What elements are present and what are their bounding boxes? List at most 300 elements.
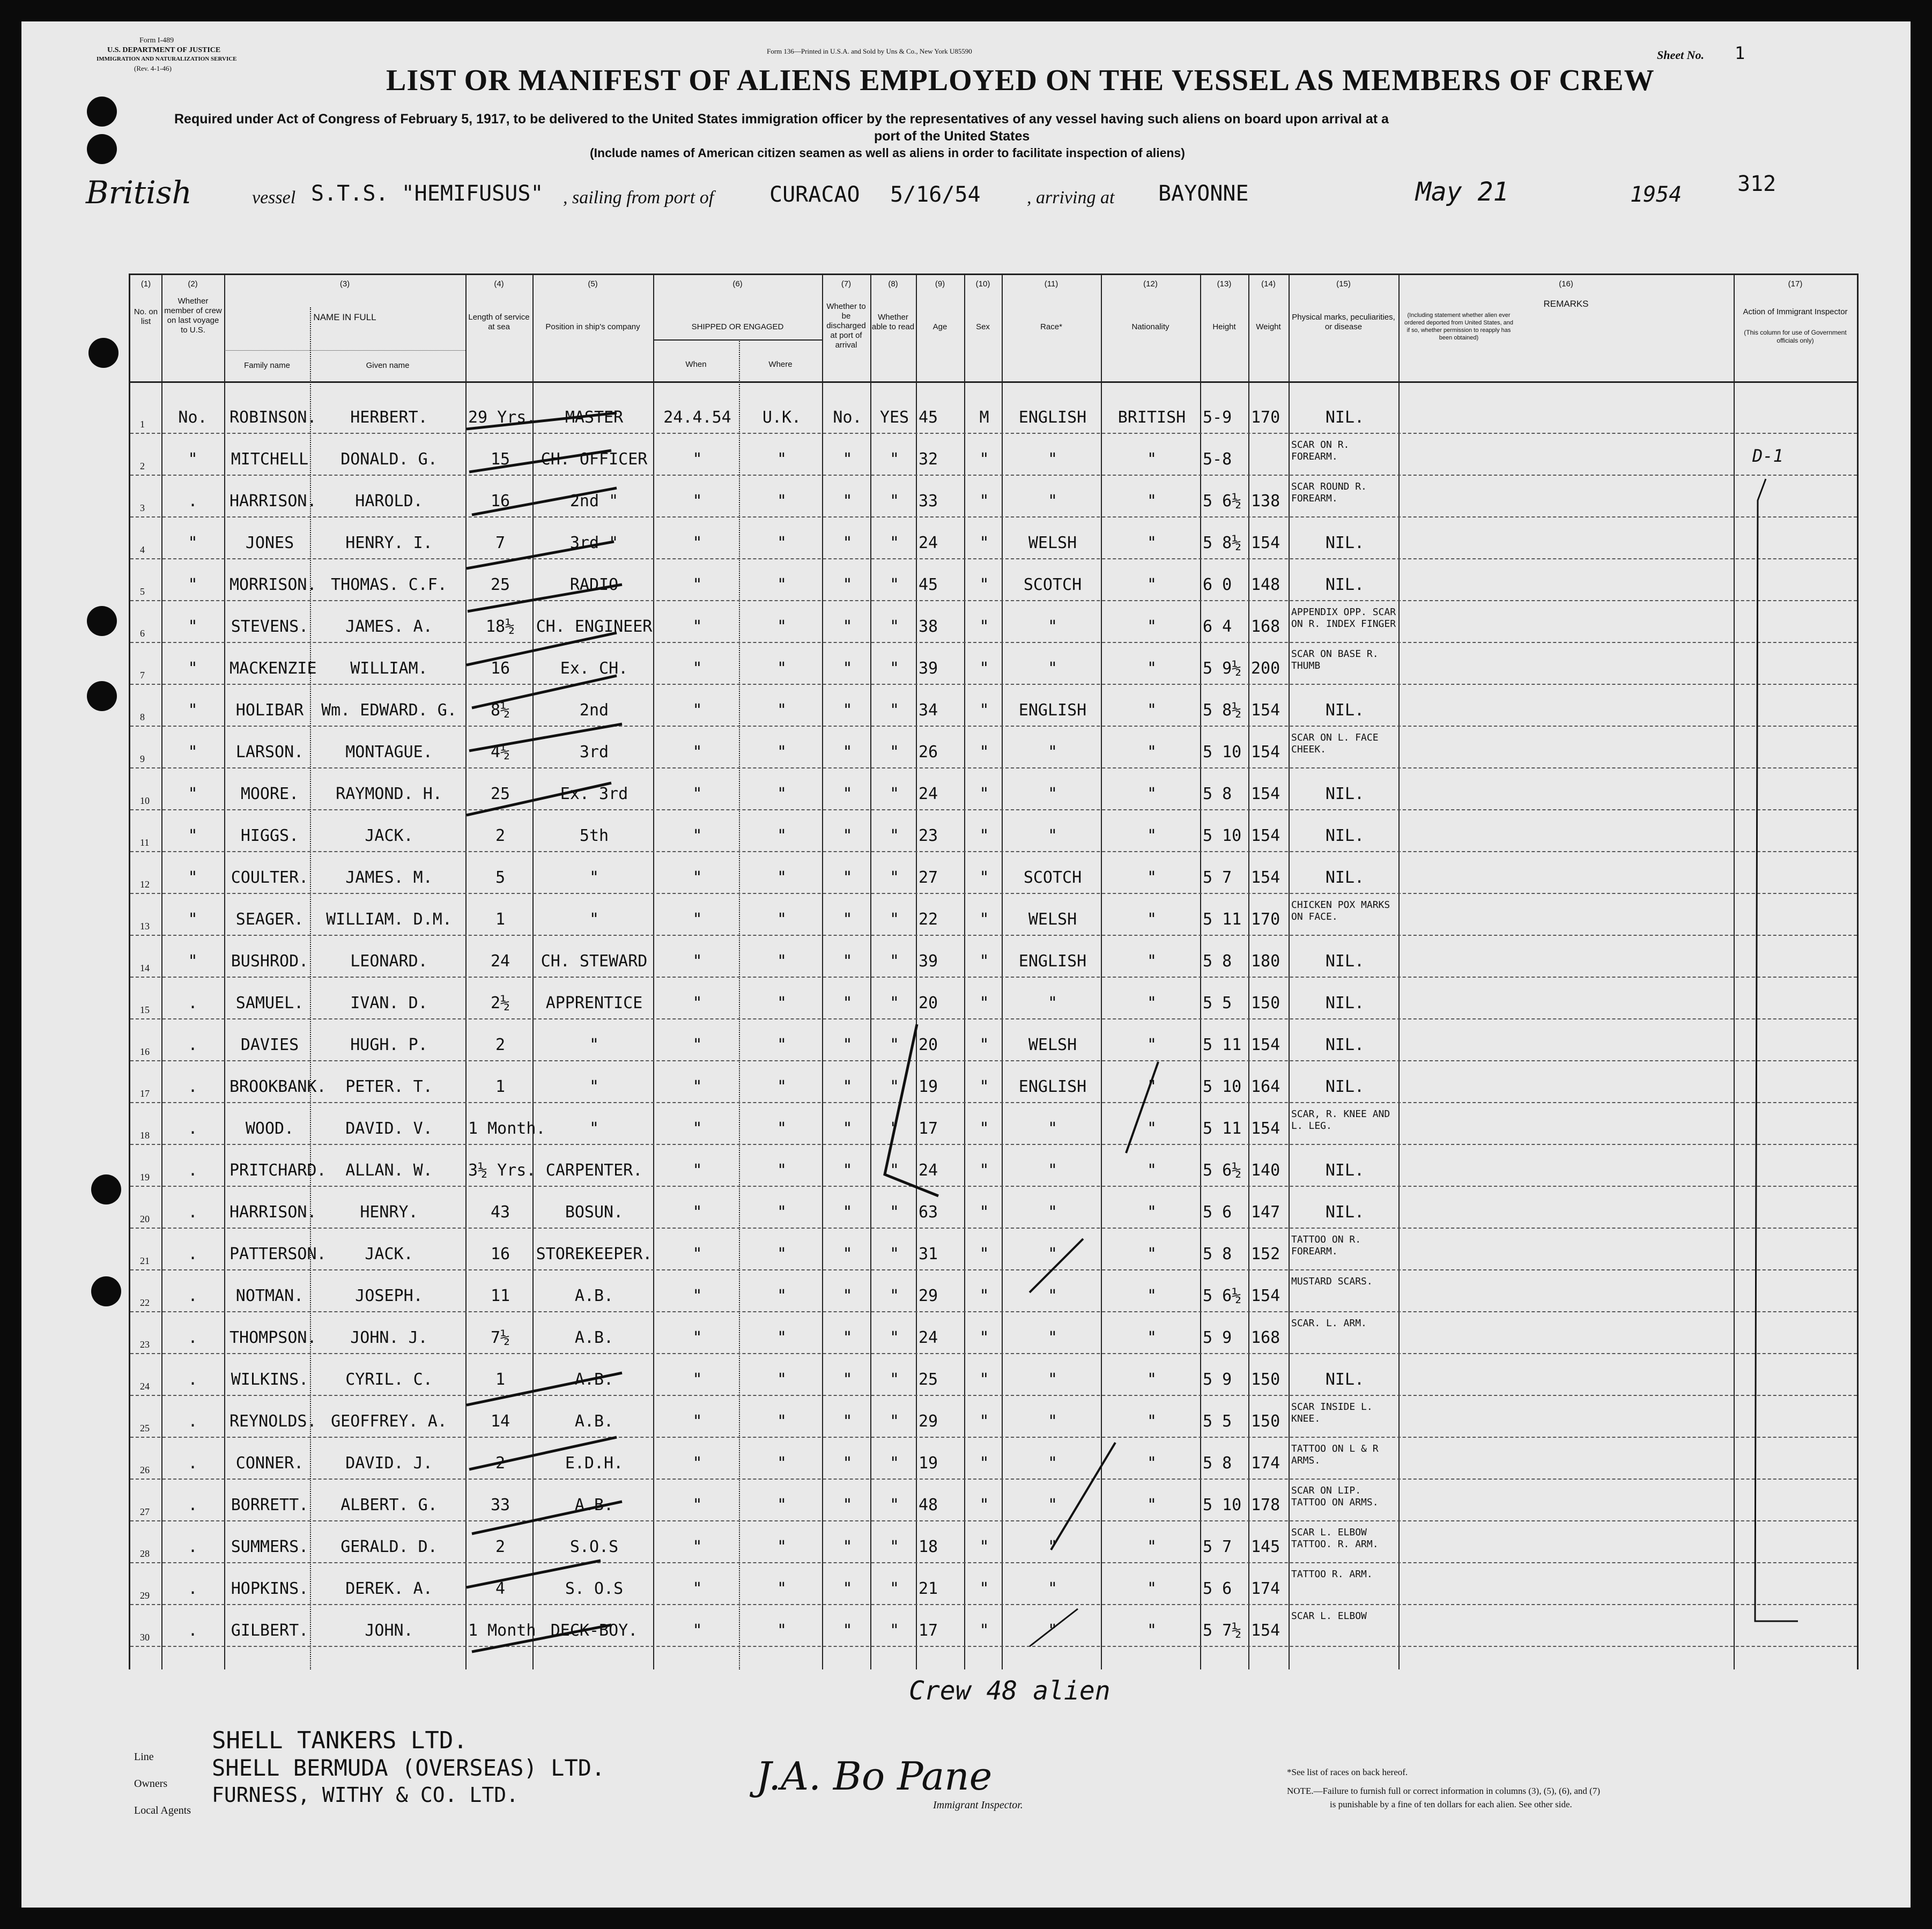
position-cell: E.D.H. [565,1454,624,1473]
weight-cell: 138 [1251,492,1280,511]
previous-voyage-cell: . [188,1119,198,1138]
col-label-previous: Whether member of crew on last voyage to U.S. [164,297,222,335]
height-cell: 5 11 [1203,1036,1242,1054]
able-to-read-cell: " [889,450,900,469]
table-row [130,728,1857,770]
family-name-cell: NOTMAN. [235,1287,304,1305]
sex-cell: " [979,910,989,929]
family-name-cell: DAVIES [240,1036,299,1054]
nationality-cell: " [1146,1328,1157,1347]
race-cell: " [1047,785,1058,803]
discharged-cell: " [842,1203,853,1222]
shipped-when-cell: " [692,1036,702,1054]
col-num: (17) [1788,279,1803,289]
height-cell: 5 10 [1203,1077,1242,1096]
sailing-label: , sailing from port of [563,188,714,208]
physical-marks-cell: SCAR. L. ARM. [1291,1318,1367,1329]
age-cell: 32 [919,450,938,469]
previous-voyage-cell: . [188,1454,198,1473]
shipped-when-cell: " [692,785,702,803]
nationality-cell: " [1146,1287,1157,1305]
previous-voyage-cell: " [188,910,198,929]
sheet-number: 1 [1735,43,1745,63]
previous-voyage-cell: " [188,952,198,971]
position-cell: Ex. 3rd [560,785,628,803]
discharged-cell: " [842,659,853,678]
col-num: (1) [140,279,151,289]
table-row [130,853,1857,895]
nationality-cell: " [1146,534,1157,552]
position-cell: CARPENTER. [545,1161,643,1180]
position-cell: A.B. [574,1287,614,1305]
height-cell: 5 6 [1203,1203,1232,1222]
previous-voyage-cell: . [188,492,198,511]
shipped-where-cell: " [776,492,787,511]
discharged-cell: " [842,1579,853,1598]
able-to-read-cell: " [889,1454,900,1473]
able-to-read-cell: " [889,1245,900,1263]
crew-count-note: Crew 48 alien [909,1676,1111,1706]
form-subtitle: Required under Act of Congress of February 5, 1917, to be delivered to the United States immigration officer by the representatives of any vessel having such aliens on board upon arrival at a [174,112,1389,127]
owners-value: SHELL BERMUDA (OVERSEAS) LTD. [212,1755,605,1781]
family-name-cell: MITCHELL [231,450,309,469]
weight-cell: 154 [1251,1621,1280,1640]
discharged-cell: " [842,1036,853,1054]
weight-cell: 154 [1251,868,1280,887]
row-number: 8 [140,712,145,722]
previous-voyage-cell: " [188,659,198,678]
col-num: (16) [1559,279,1573,289]
row-number: 25 [140,1423,150,1433]
physical-marks-cell: APPENDIX OPP. SCAR ON R. INDEX FINGER [1291,607,1396,630]
position-cell: 2nd " [569,492,619,511]
row-number: 11 [140,837,150,848]
previous-voyage-cell: " [188,743,198,762]
given-name-cell: JOHN. J. [350,1328,428,1347]
department: U.S. DEPARTMENT OF JUSTICE [107,46,221,54]
given-name-cell: WILLIAM. D.M. [326,910,452,929]
physical-marks-cell: NIL. [1325,952,1365,971]
printer-line: Form 136—Printed in U.S.A. and Sold by Uns & Co., New York U85590 [767,47,972,55]
given-name-cell: JOSEPH. [355,1287,423,1305]
weight-cell: 150 [1251,994,1280,1012]
family-name-cell: STEVENS. [231,617,309,636]
sex-cell: " [979,826,989,845]
given-name-cell: THOMAS. C.F. [331,575,447,594]
age-cell: 20 [919,1036,938,1054]
discharged-cell: " [842,701,853,720]
family-name-cell: BROOKBANK. [230,1077,327,1096]
able-to-read-cell: " [889,743,900,762]
port-to: BAYONNE [1158,181,1249,206]
col-num: (9) [935,279,945,289]
nationality-cell: " [1146,1621,1157,1640]
nationality-cell: " [1146,1203,1157,1222]
service-length-cell: 7½ [490,1328,510,1347]
shipped-when-cell: " [692,1328,702,1347]
height-cell: 5 6½ [1203,1287,1242,1305]
col-label-remarks: REMARKS [1543,299,1589,309]
position-cell: S. O.S [565,1579,624,1598]
weight-cell: 148 [1251,575,1280,594]
row-number: 4 [140,544,145,555]
table-row [130,811,1857,853]
able-to-read-cell: " [889,701,900,720]
shipped-where-cell: " [776,1036,787,1054]
col-num: (4) [494,279,504,289]
sex-cell: " [979,1245,989,1263]
sex-cell: " [979,1370,989,1389]
nationality-cell: " [1146,1579,1157,1598]
port-from: CURACAO [769,182,860,207]
given-name-cell: GERALD. D. [340,1538,438,1556]
service-length-cell: 16 [490,659,510,678]
table-row [130,435,1857,477]
col-label-given: Given name [366,361,410,370]
vessel-label: vessel [252,188,296,208]
discharged-cell: " [842,1621,853,1640]
col-label-action: Action of Immigrant Inspector [1743,307,1848,316]
weight-cell: 174 [1251,1579,1280,1598]
col-label-marks: Physical marks, peculiarities, or disease [1292,313,1395,331]
shipped-where-cell: " [776,826,787,845]
given-name-cell: JACK. [365,1245,413,1263]
physical-marks-cell: TATTOO R. ARM. [1291,1569,1373,1580]
nationality-cell: " [1146,994,1157,1012]
shipped-where-cell: " [776,617,787,636]
agents-label: Local Agents [134,1805,191,1816]
physical-marks-cell: NIL. [1325,534,1365,552]
agents-value: FURNESS, WITHY & CO. LTD. [212,1783,519,1807]
physical-marks-cell: SCAR INSIDE L. KNEE. [1291,1401,1373,1424]
shipped-when-cell: " [692,1161,702,1180]
height-cell: 5 8½ [1203,701,1242,720]
sex-cell: " [979,994,989,1012]
previous-voyage-cell: . [188,1579,198,1598]
previous-voyage-cell: . [188,1161,198,1180]
row-number: 3 [140,502,145,513]
physical-marks-cell: NIL. [1325,994,1365,1012]
service-length-cell: 16 [490,1245,510,1263]
age-cell: 22 [919,910,938,929]
age-cell: 24 [919,534,938,552]
race-cell: " [1047,1245,1058,1263]
sex-cell: " [979,1077,989,1096]
sex-cell: " [979,1328,989,1347]
shipped-when-cell: " [692,659,702,678]
weight-cell: 180 [1251,952,1280,971]
able-to-read-cell: " [889,1621,900,1640]
shipped-where-cell: " [776,1119,787,1138]
pen-strikes [461,408,686,1695]
weight-cell: 154 [1251,785,1280,803]
position-cell: S.O.S [569,1538,619,1556]
previous-voyage-cell: . [188,1203,198,1222]
race-cell: " [1047,1119,1058,1138]
service-length-cell: 25 [490,785,510,803]
physical-marks-cell: SCAR ROUND R. FOREARM. [1291,481,1367,504]
pen-scribbles [826,1014,1308,1711]
height-cell: 5-8 [1203,450,1232,469]
given-name-cell: LEONARD. [350,952,428,971]
family-name-cell: LARSON. [235,743,304,762]
shipped-where-cell: U.K. [762,408,802,427]
row-number: 18 [140,1130,150,1141]
shipped-when-cell: " [692,952,702,971]
shipped-where-cell: " [776,1077,787,1096]
table-row [130,895,1857,937]
shipped-when-cell: 24.4.54 [663,408,731,427]
given-name-cell: HENRY. I. [345,534,433,552]
given-name-cell: PETER. T. [345,1077,433,1096]
shipped-where-cell: " [776,994,787,1012]
row-number: 23 [140,1339,150,1350]
race-cell: " [1047,617,1058,636]
service-length-cell: 2½ [490,994,510,1012]
vessel-year: 1954 [1630,182,1682,207]
physical-marks-cell: NIL. [1325,826,1365,845]
sex-cell: " [979,1538,989,1556]
punch-hole [91,1276,121,1306]
previous-voyage-cell: " [188,617,198,636]
age-cell: 26 [919,743,938,762]
service-length-cell: 1 [495,1077,506,1096]
discharged-cell: " [842,952,853,971]
weight-cell: 154 [1251,701,1280,720]
owners-label: Owners [134,1778,168,1790]
sex-cell: " [979,1036,989,1054]
discharged-cell: " [842,994,853,1012]
weight-cell: 147 [1251,1203,1280,1222]
sex-cell: " [979,1454,989,1473]
col-num: (8) [888,279,898,289]
previous-voyage-cell: " [188,868,198,887]
given-name-cell: HUGH. P. [350,1036,428,1054]
physical-marks-cell: NIL. [1325,408,1365,427]
service-length-cell: 11 [490,1287,510,1305]
physical-marks-cell: MUSTARD SCARS. [1291,1276,1373,1287]
able-to-read-cell: " [889,868,900,887]
weight-cell: 154 [1251,1287,1280,1305]
race-cell: " [1047,1412,1058,1431]
row-number: 15 [140,1004,150,1015]
family-name-cell: SUMMERS. [231,1538,309,1556]
height-cell: 5 8 [1203,952,1232,971]
height-cell: 5 5 [1203,1412,1232,1431]
table-row [130,937,1857,979]
physical-marks-cell: NIL. [1325,1203,1365,1222]
given-name-cell: ALLAN. W. [345,1161,433,1180]
physical-marks-cell: TATTOO ON R. FOREARM. [1291,1234,1361,1257]
weight-cell: 174 [1251,1454,1280,1473]
race-cell: " [1047,1621,1058,1640]
position-cell: CH. STEWARD [541,952,648,971]
physical-marks-cell: NIL. [1325,1036,1365,1054]
position-cell: MASTER [565,408,624,427]
shipped-where-cell: " [776,575,787,594]
given-name-cell: HENRY. [360,1203,418,1222]
service-length-cell: 15 [490,450,510,469]
nationality-cell: " [1146,575,1157,594]
table-row [130,644,1857,686]
race-cell: WELSH [1028,1036,1077,1054]
col-label-when: When [685,360,707,369]
discharged-cell: " [842,534,853,552]
weight-cell: 170 [1251,910,1280,929]
service-length-cell: 4 [495,1579,506,1598]
shipped-where-cell: " [776,659,787,678]
row-number: 10 [140,795,150,806]
shipped-where-cell: " [776,868,787,887]
height-cell: 5 9 [1203,1328,1232,1347]
age-cell: 25 [919,1370,938,1389]
age-cell: 39 [919,659,938,678]
discharged-cell: " [842,743,853,762]
position-cell: 3rd [579,743,609,762]
discharged-cell: " [842,1245,853,1263]
service-length-cell: 14 [490,1412,510,1431]
discharged-cell: " [842,1370,853,1389]
family-name-cell: BUSHROD. [231,952,309,971]
sex-cell: " [979,659,989,678]
weight-cell: 140 [1251,1161,1280,1180]
able-to-read-cell: " [889,1161,900,1180]
family-name-cell: THOMPSON. [230,1328,317,1347]
sex-cell: " [979,743,989,762]
col-label-name: NAME IN FULL [313,312,376,322]
able-to-read-cell: " [889,1287,900,1305]
height-cell: 5 6½ [1203,492,1242,511]
family-name-cell: MOORE. [240,785,299,803]
physical-marks-cell: NIL. [1325,1370,1365,1389]
service-length-cell: 1 [495,910,506,929]
family-name-cell: SAMUEL. [235,994,304,1012]
previous-voyage-cell: . [188,1245,198,1263]
nationality-cell: " [1146,450,1157,469]
service-length-cell: 18½ [485,617,515,636]
given-name-cell: ALBERT. G. [340,1496,438,1514]
given-name-cell: JAMES. A. [345,617,433,636]
service-length-cell: 5 [495,868,506,887]
family-name-cell: GILBERT. [231,1621,309,1640]
age-cell: 18 [919,1538,938,1556]
position-cell: 3rd " [569,534,619,552]
col-num: (6) [732,279,743,289]
shipped-when-cell: " [692,617,702,636]
shipped-when-cell: " [692,1579,702,1598]
shipped-when-cell: " [692,743,702,762]
shipped-where-cell: " [776,1328,787,1347]
discharged-cell: " [842,785,853,803]
given-name-cell: IVAN. D. [350,994,428,1012]
discharged-cell: " [842,1412,853,1431]
col-label-weight: Weight [1256,322,1281,331]
row-number: 16 [140,1046,150,1057]
shipped-when-cell: " [692,701,702,720]
shipped-when-cell: " [692,1454,702,1473]
col-label-service: Length of service at sea [468,313,530,331]
row-number: 26 [140,1465,150,1475]
given-name-cell: Wm. EDWARD. G. [321,701,457,720]
service-length-cell: 16 [490,492,510,511]
table-row [130,519,1857,560]
able-to-read-cell: " [889,994,900,1012]
previous-voyage-cell: " [188,826,198,845]
age-cell: 17 [919,1621,938,1640]
height-cell: 6 0 [1203,575,1232,594]
given-name-cell: MONTAGUE. [345,743,433,762]
previous-voyage-cell: . [188,1328,198,1347]
race-cell: " [1047,1454,1058,1473]
race-cell: " [1047,826,1058,845]
discharged-cell: " [842,1454,853,1473]
form-subtitle-2: port of the United States [874,129,1030,144]
table-row [130,477,1857,519]
able-to-read-cell: " [889,826,900,845]
col-label-age: Age [932,322,948,331]
family-name-cell: MORRISON. [230,575,317,594]
weight-cell: 150 [1251,1412,1280,1431]
col-label-where: Where [768,360,793,369]
weight-cell: 164 [1251,1077,1280,1096]
race-cell: " [1047,1579,1058,1598]
row-number: 14 [140,963,150,973]
given-name-cell: HERBERT. [350,408,428,427]
shipped-when-cell: " [692,1621,702,1640]
physical-marks-cell: CHICKEN POX MARKS ON FACE. [1291,899,1390,922]
shipped-when-cell: " [692,534,702,552]
discharged-cell: " [842,450,853,469]
age-cell: 17 [919,1119,938,1138]
row-number: 21 [140,1255,150,1266]
previous-voyage-cell: " [188,785,198,803]
shipped-where-cell: " [776,1370,787,1389]
age-cell: 24 [919,785,938,803]
penalty-note: NOTE.—Failure to furnish full or correct information in columns (3), (5), (6), and (7) [1287,1786,1600,1796]
weight-cell: 168 [1251,617,1280,636]
position-cell: 2nd [579,701,609,720]
position-cell: " [589,1119,599,1138]
service-length-cell: 1 Month. [468,1119,546,1138]
line-value: SHELL TANKERS LTD. [212,1727,468,1754]
sex-cell: " [979,1412,989,1431]
col-label-family: Family name [244,361,290,370]
height-cell: 5 10 [1203,743,1242,762]
nationality-cell: " [1146,743,1157,762]
previous-voyage-cell: . [188,1412,198,1431]
col-label-height: Height [1212,322,1236,331]
col-label-action-sub: (This column for use of Government officials only) [1744,329,1847,344]
able-to-read-cell: " [889,1538,900,1556]
shipped-when-cell: " [692,1538,702,1556]
service-length-cell: 2 [495,1538,506,1556]
vessel-nationality: British [86,174,192,211]
age-cell: 23 [919,826,938,845]
family-name-cell: ROBINSON. [230,408,317,427]
service-length-cell: 4½ [490,743,510,762]
inspector-label: Immigrant Inspector. [933,1799,1023,1811]
family-name-cell: MACKENZIE [230,659,317,678]
service-length-cell: 29 Yrs. [468,408,536,427]
race-cell: " [1047,994,1058,1012]
row-number: 28 [140,1548,150,1559]
family-name-cell: HIGGS. [240,826,299,845]
shipped-where-cell: " [776,701,787,720]
service-length-cell: 2 [495,826,506,845]
able-to-read-cell: " [889,492,900,511]
age-cell: 31 [919,1245,938,1263]
position-cell: " [589,910,599,929]
